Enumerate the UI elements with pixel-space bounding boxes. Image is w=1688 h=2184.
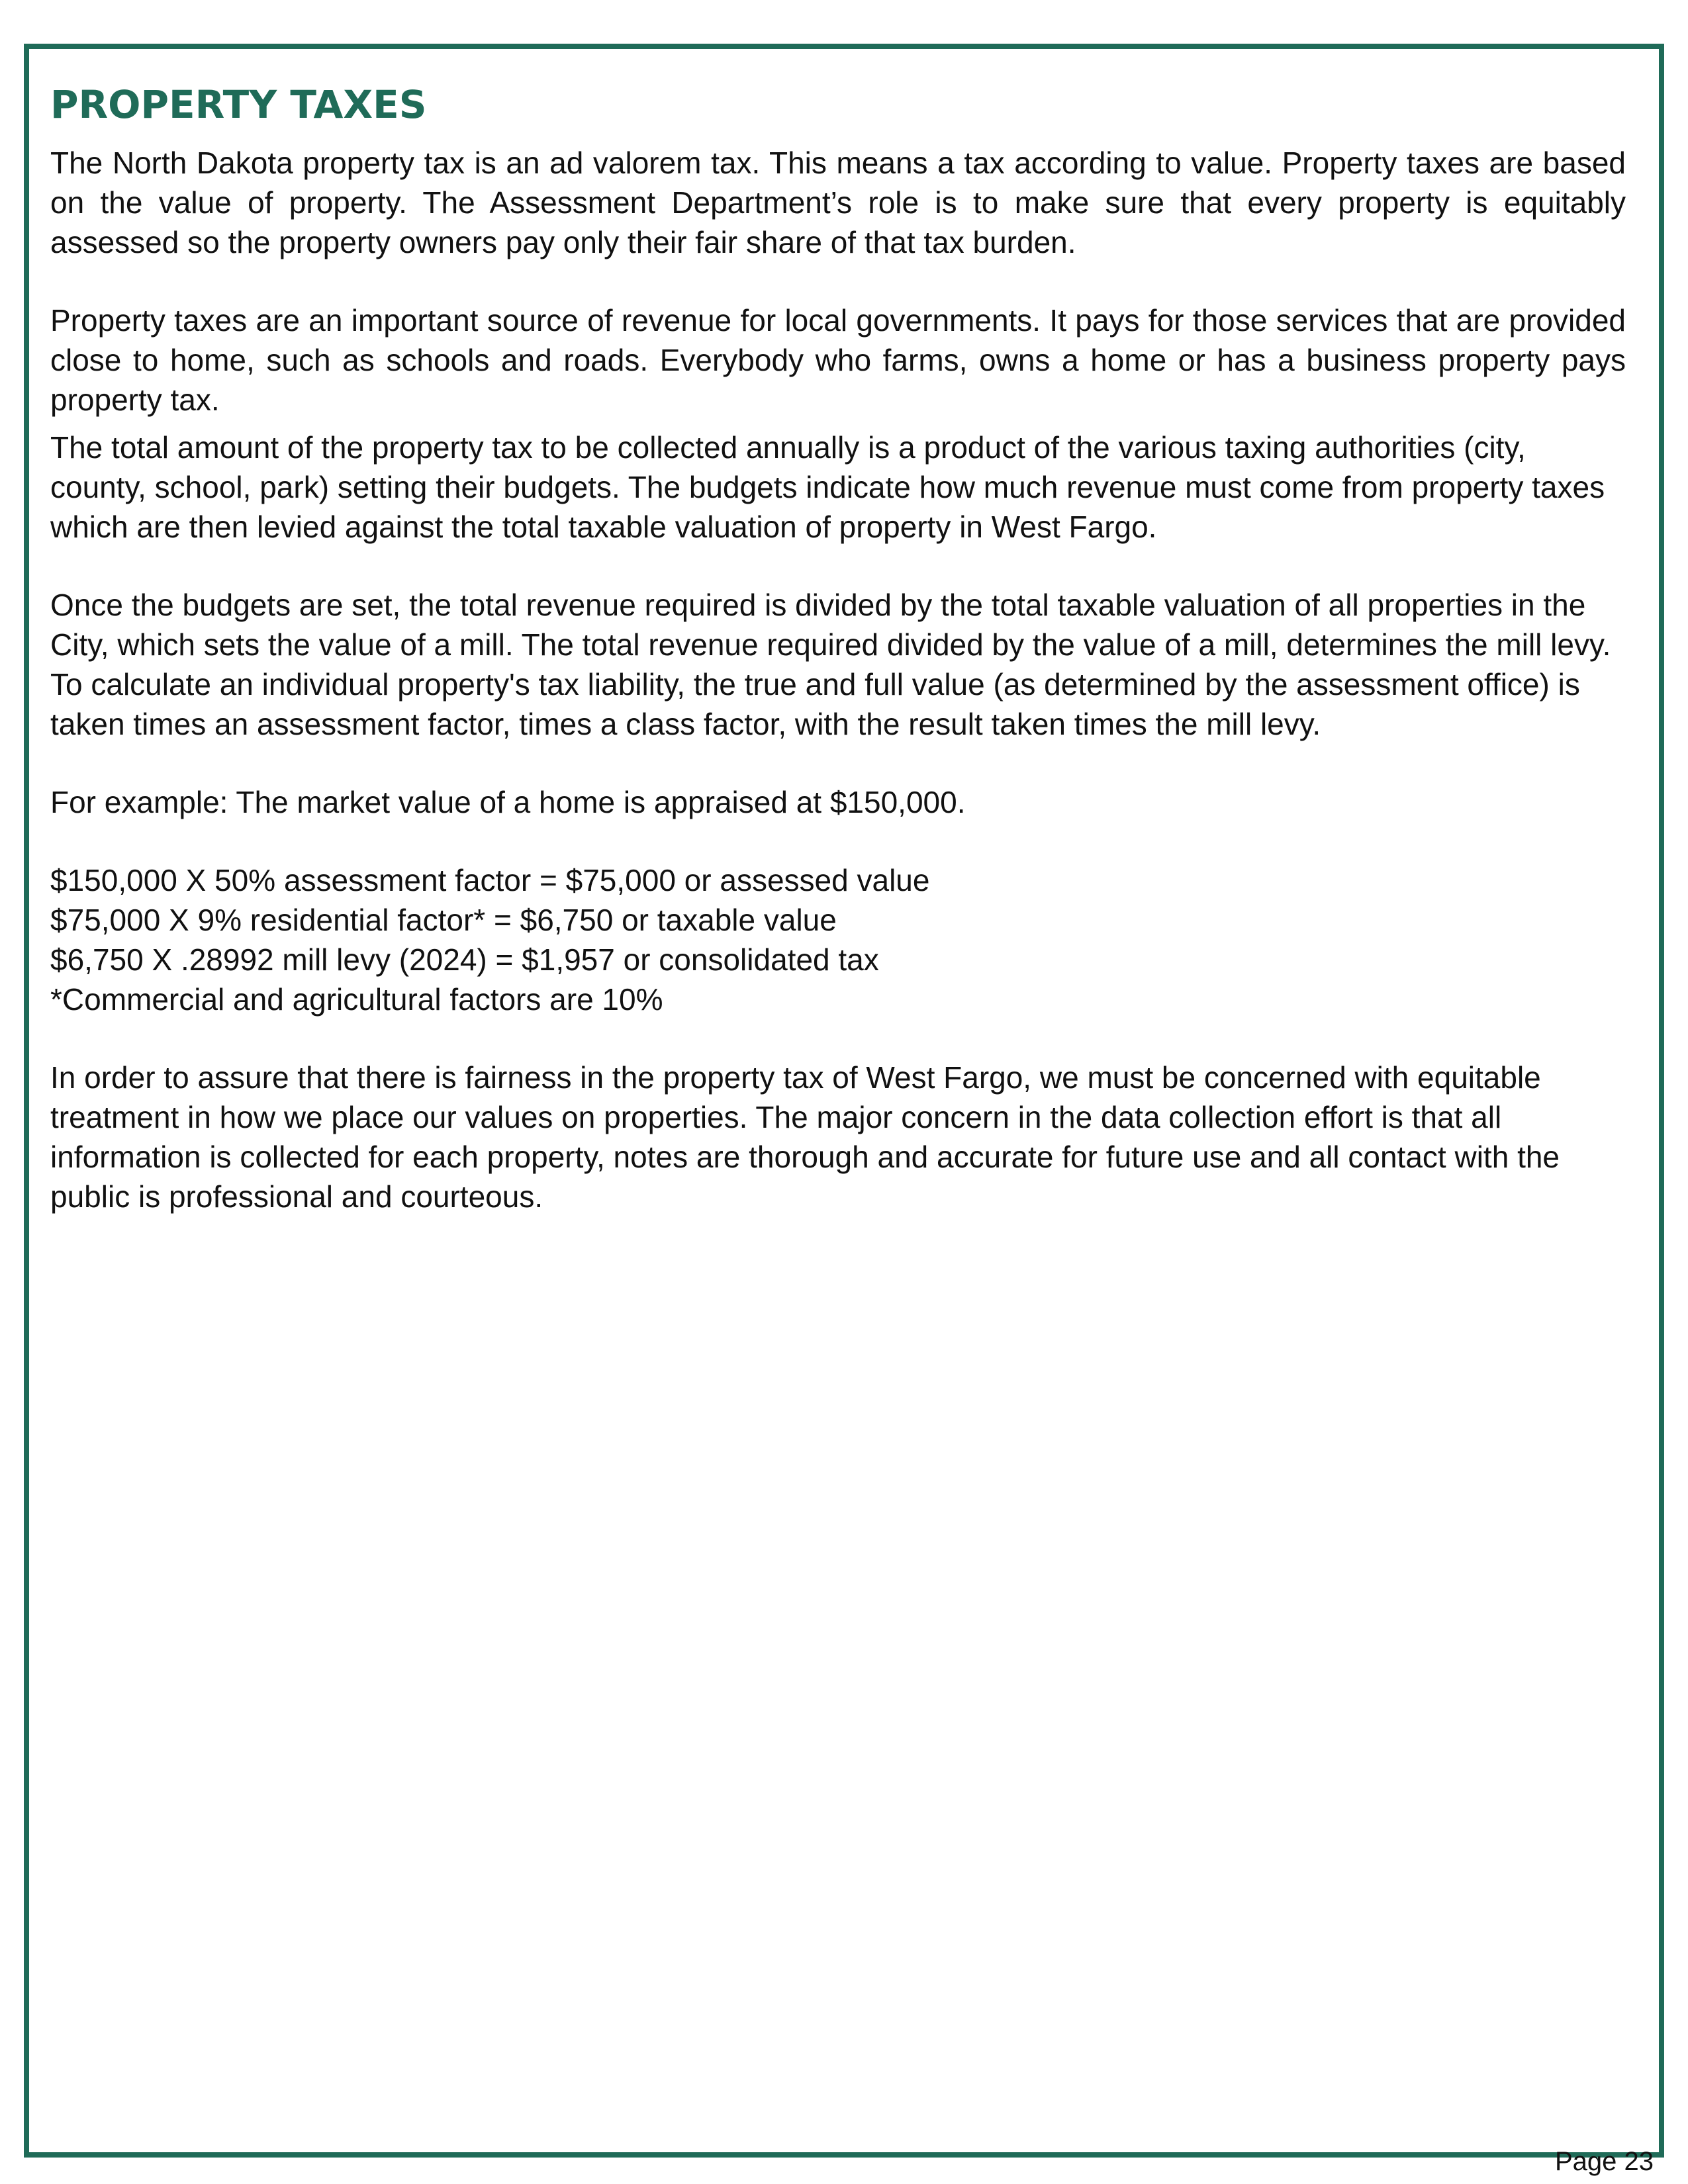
document-body bbox=[50, 78, 1626, 1216]
paragraph-revenue-source: Property taxes are an important source of revenue for local governments. It pays for those services that are provided close to home, such as schools and roads. Everybody who farms, owns a home or has a business property pays property tax. bbox=[50, 303, 1626, 417]
calculation-taxable-value: $75,000 X 9% residential factor* = $6,750 or taxable value bbox=[50, 903, 837, 937]
calculation-consolidated-tax: $6,750 X .28992 mill levy (2024) = $1,957 or consolidated tax bbox=[50, 942, 879, 977]
paragraph-budgets: The total amount of the property tax to be collected annually is a product of the various taxing authorities (city, county, school, park) setting their budgets. The budgets indicate how much revenue must come from property taxes which are then levied against the total taxable valuation of property in West Fargo. bbox=[50, 430, 1605, 544]
calculation-assessed-value: $150,000 X 50% assessment factor = $75,000 or assessed value bbox=[50, 863, 930, 897]
calculation-footnote: *Commercial and agricultural factors are 10% bbox=[50, 982, 663, 1017]
paragraph-ad-valorem: The North Dakota property tax is an ad valorem tax. This means a tax according to value. Property taxes are based on the value of property. The Assessment Department’s role is to make sure that every property is equitably assessed so the property owners pay only their fair share of that tax burden. bbox=[50, 146, 1626, 259]
paragraph-example-intro: For example: The market value of a home is appraised at $150,000. bbox=[50, 785, 966, 819]
calculation-block bbox=[50, 860, 1626, 1019]
page-title: PROPERTY TAXES bbox=[50, 82, 427, 127]
paragraph-mill-levy: Once the budgets are set, the total revenue required is divided by the total taxable valuation of all properties in the City, which sets the value of a mill. The total revenue required divided by the value of a mill, determines the mill levy. To calculate an individual property's tax liability, the true and full value (as determined by the assessment office) is taken times an assessment factor, times a class factor, with the result taken times the mill levy. bbox=[50, 588, 1611, 741]
page-number: Page 23 bbox=[1554, 2147, 1654, 2176]
paragraph-fairness: In order to assure that there is fairness in the property tax of West Fargo, we must be concerned with equitable treatment in how we place our values on properties. The major concern in the data collection effort is that all information is collected for each property, notes are thorough and accurate for future use and all contact with the public is professional and courteous. bbox=[50, 1060, 1560, 1214]
